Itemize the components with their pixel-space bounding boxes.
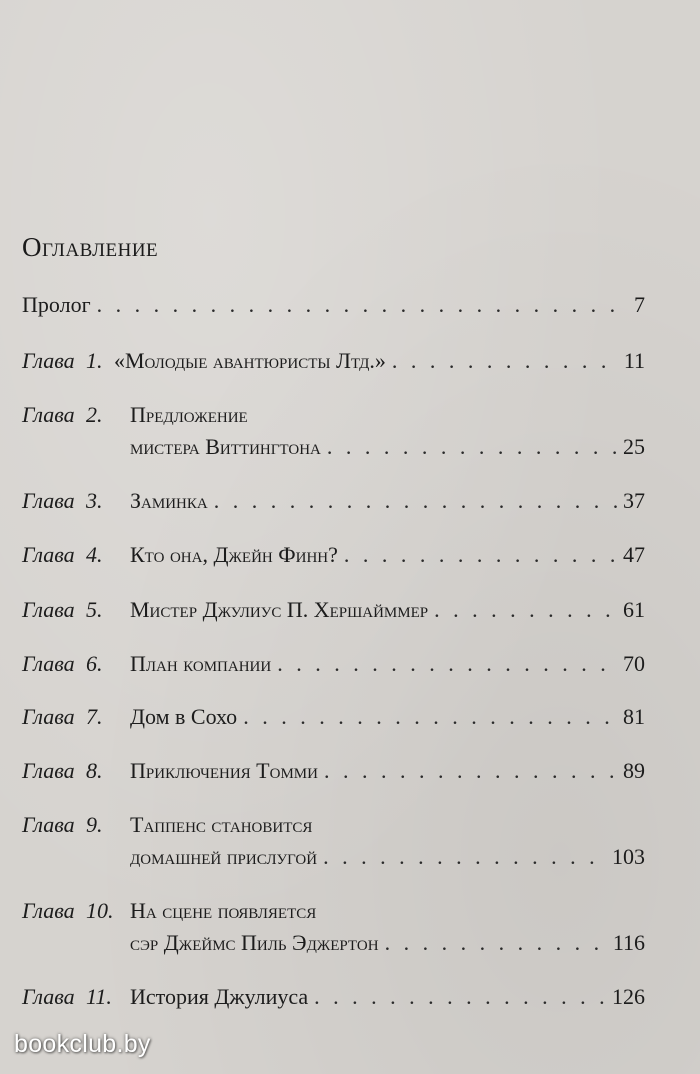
toc-entry-prologue [22, 290, 645, 320]
chapter-label: Глава [22, 704, 75, 729]
entry-title: Таппенс становится [130, 812, 313, 837]
toc-entry-chapter-8 [22, 756, 645, 786]
leader-dots [344, 540, 617, 570]
chapter-number: 10. [86, 898, 114, 923]
entry-page: 103 [612, 844, 645, 869]
leader-dots [385, 928, 607, 958]
entry-title: Приключения Томми [130, 758, 318, 783]
chapter-number: 11. [86, 984, 112, 1009]
toc-entry-chapter-9-cont [22, 842, 645, 872]
chapter-number: 1. [86, 348, 103, 373]
entry-title-continued: мистера Виттингтона [130, 434, 321, 459]
leader-dots [324, 756, 617, 786]
leader-dots [243, 702, 617, 732]
chapter-number: 2. [86, 402, 103, 427]
toc-entry-chapter-3 [22, 486, 645, 516]
chapter-label: Глава [22, 898, 75, 923]
entry-title: История Джулиуса [130, 984, 309, 1009]
entry-page: 70 [623, 651, 645, 676]
toc-entry-chapter-5 [22, 595, 645, 625]
toc-entry-chapter-7 [22, 702, 645, 732]
site-watermark: bookclub.by [14, 1030, 151, 1058]
entry-title: Заминка [130, 488, 208, 513]
chapter-label: Глава [22, 348, 75, 373]
leader-dots [327, 432, 617, 462]
entry-title: План компании [130, 651, 272, 676]
entry-page: 126 [612, 984, 645, 1009]
entry-page: 47 [623, 542, 645, 567]
chapter-label: Глава [22, 402, 75, 427]
leader-dots [97, 290, 619, 320]
chapter-number: 7. [86, 704, 103, 729]
chapter-label: Глава [22, 651, 75, 676]
entry-title: На сцене появляется [130, 898, 317, 923]
entry-page: 11 [623, 348, 645, 373]
entry-page: 7 [634, 292, 645, 317]
chapter-number: 8. [86, 758, 103, 783]
chapter-label: Глава [22, 488, 75, 513]
entry-title-continued: домашней прислугой [130, 844, 318, 869]
leader-dots [214, 486, 617, 516]
entry-page: 61 [623, 597, 645, 622]
leader-dots [323, 842, 606, 872]
chapter-label: Глава [22, 597, 75, 622]
entry-page: 37 [623, 488, 645, 513]
leader-dots [434, 595, 617, 625]
leader-dots [392, 346, 618, 376]
entry-title: Мистер Джулиус П. Хершайммер [130, 597, 429, 622]
entry-title: Пролог [22, 292, 91, 317]
entry-title: Дом в Сохо [130, 704, 238, 729]
chapter-number: 6. [86, 651, 103, 676]
entry-page: 116 [612, 930, 645, 955]
toc-entry-chapter-6 [22, 649, 645, 679]
toc-entry-chapter-2 [22, 400, 645, 430]
entry-title-continued: сэр Джеймс Пиль Эджертон [130, 930, 379, 955]
chapter-number: 3. [86, 488, 103, 513]
toc-entry-chapter-10-cont [22, 928, 645, 958]
chapter-label: Глава [22, 758, 75, 783]
toc-entry-chapter-1 [22, 346, 645, 376]
toc-heading: Оглавление [22, 232, 159, 262]
entry-title: «Молодые авантюристы Лтд.» [114, 348, 386, 373]
entry-title: Кто она, Джейн Финн? [130, 542, 338, 567]
chapter-label: Глава [22, 542, 75, 567]
leader-dots [314, 982, 606, 1012]
toc-entry-chapter-4 [22, 540, 645, 570]
chapter-number: 9. [86, 812, 103, 837]
toc-entry-chapter-9 [22, 810, 645, 840]
entry-page: 81 [623, 704, 645, 729]
chapter-number: 5. [86, 597, 103, 622]
chapter-label: Глава [22, 812, 75, 837]
chapter-label: Глава [22, 984, 75, 1009]
toc-entry-chapter-11 [22, 982, 645, 1012]
toc-entry-chapter-2-cont [22, 432, 645, 462]
toc-entry-chapter-10 [22, 896, 645, 926]
entry-page: 89 [623, 758, 645, 783]
chapter-number: 4. [86, 542, 103, 567]
leader-dots [277, 649, 617, 679]
entry-page: 25 [623, 434, 645, 459]
entry-title: Предложение [130, 402, 248, 427]
